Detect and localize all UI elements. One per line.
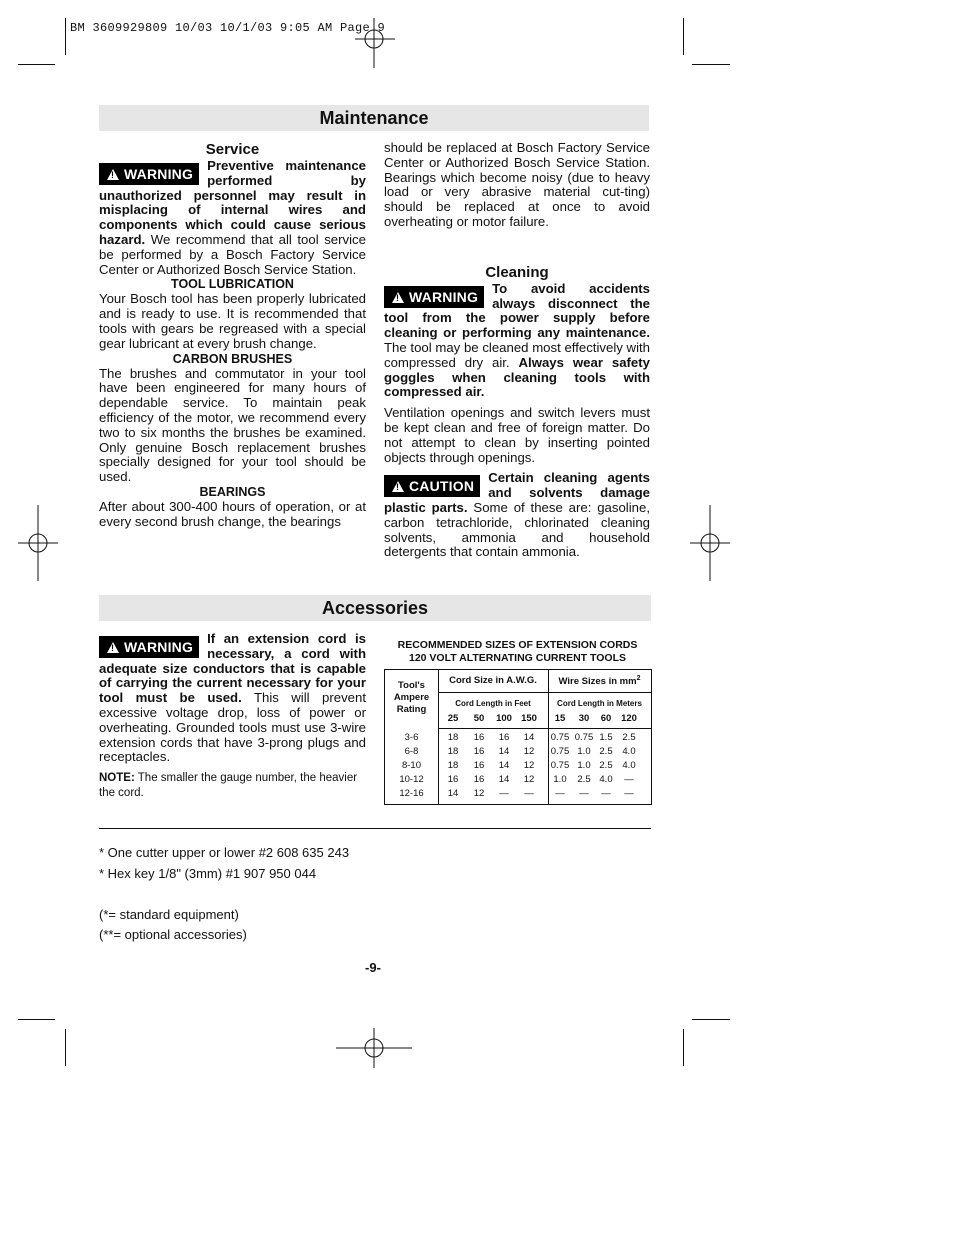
awg-cell: 14 (447, 788, 459, 799)
ampere-rating-cell: 12-16 (399, 788, 424, 799)
registration-mark-bottom (336, 1028, 412, 1068)
ampere-rating-cell: 10-12 (399, 774, 424, 785)
mm-header: Wire Sizes in $mm^2$ (558, 675, 641, 688)
mm-cell: 0.75 (574, 732, 594, 743)
service-heading: Service (205, 141, 260, 158)
section-divider (99, 828, 651, 829)
bearings-heading: BEARINGS (199, 484, 266, 499)
extension-cord-warning: !WARNING If an extension cord is necessary, a cord with adequate size conductors that is capable of carrying the current necessary for your tool must be used. This will prevent excessive voltage drop, loss of power or overheating. Grounded tools must use 3-wire extension cords that have 3-prong plugs and receptacles. (99, 632, 366, 765)
registration-mark-top (355, 18, 395, 68)
mm-cell: — (624, 788, 634, 799)
mm-cell: 2.5 (577, 774, 591, 785)
meters-length-120: 120 (621, 713, 637, 724)
mm-cell: 4.0 (622, 746, 636, 757)
ampere-rating-cell: 8-10 (401, 760, 421, 771)
mm-cell: 0.75 (550, 746, 570, 757)
gauge-note: NOTE: The smaller the gauge number, the heavier the cord. (99, 772, 358, 800)
crop-mark (18, 64, 55, 65)
cleaning-caution: !CAUTION Certain cleaning agents and solvents damage plastic parts. Some of these are: gasoline, carbon tetrachloride, chlorinated cleaning solvents, ammonia and household detergents that contain ammonia. (384, 471, 650, 560)
carbon-brushes-text: The brushes and commutator in your tool have been engineered for many hours of dependable service. To maintain peak efficiency of the motor, we recommend every two to six months the brushes be examined. Only genuine Bosch replacement brushes specially designed for your tool should be used. (99, 365, 366, 485)
accessory-item: * One cutter upper or lower #2 608 635 243 (99, 845, 350, 860)
awg-cell: 16 (447, 774, 459, 785)
mm-cell: 0.75 (550, 760, 570, 771)
maintenance-right-column (384, 141, 650, 560)
table-divider (438, 692, 651, 693)
feet-header: Cord Length in Feet (455, 699, 531, 708)
warning-triangle-icon (107, 169, 119, 180)
warning-badge: !WARNING (99, 163, 199, 185)
awg-cell: 18 (447, 732, 459, 743)
crop-mark (683, 1029, 684, 1066)
ampere-rating-cell: 3-6 (404, 732, 419, 743)
awg-cell: 14 (498, 746, 510, 757)
crop-mark (692, 1019, 730, 1020)
awg-cell: 12 (523, 774, 535, 785)
print-header: BM 3609929809 10/03 10/1/03 9:05 AM Page 9 (70, 21, 386, 35)
mm-cell: 1.0 (553, 774, 567, 785)
ampere-rating-cell: 6-8 (404, 746, 419, 757)
caution-triangle-icon (392, 481, 404, 492)
meters-length-30: 30 (578, 713, 590, 724)
awg-cell: 18 (447, 760, 459, 771)
table-divider (438, 728, 651, 729)
feet-length-25: 25 (447, 713, 459, 724)
awg-header: Cord Size in A.W.G. (449, 675, 537, 686)
warning-badge: !WARNING (99, 636, 199, 658)
legend-standard: (*= standard equipment) (99, 907, 239, 922)
service-warning: !WARNING Preventive maintenance performed by unauthorized personnel may result in misplacing of internal wires and components which could cause serious hazard. We recommend that all tool service be performed by a Bosch Factory Service Center or Authorized Bosch Service Station. (99, 159, 366, 277)
page-number: -9- (365, 960, 381, 975)
mm-cell: — (555, 788, 565, 799)
mm-cell: 2.5 (622, 732, 636, 743)
awg-cell: 16 (473, 760, 485, 771)
meters-length-15: 15 (554, 713, 566, 724)
registration-mark-right (690, 505, 730, 581)
crop-mark (65, 18, 66, 55)
registration-mark-left (18, 505, 58, 581)
awg-cell: 12 (473, 788, 485, 799)
tool-lubrication-text: Your Bosch tool has been properly lubricated and is ready to use. It is recommended that tools with gears be regreased with a special gear lubricant at every brush change. (99, 291, 366, 351)
crop-mark (65, 1029, 66, 1066)
maintenance-left-column (99, 141, 366, 530)
mm-cell: 1.5 (599, 732, 613, 743)
mm-cell: — (624, 774, 634, 785)
feet-length-150: 150 (521, 713, 537, 724)
carbon-brushes-heading: CARBON BRUSHES (172, 351, 293, 366)
awg-cell: 16 (498, 732, 510, 743)
ampere-rating-header: Tool's Ampere Rating (393, 680, 430, 715)
crop-mark (692, 64, 730, 65)
feet-length-100: 100 (496, 713, 512, 724)
awg-cell: 16 (473, 774, 485, 785)
cleaning-ventilation-text: Ventilation openings and switch levers must be kept clean and free of foreign matter. Do not attempt to clean by inserting pointed objects through openings. (384, 405, 650, 465)
bearings-text-continued: should be replaced at Bosch Factory Service Center or Authorized Bosch Service Station. Bearings which become noisy (due to heavy load or very abrasive material cut-ting) should be replaced at once to avoid overheating or motor failure. (384, 140, 650, 229)
awg-cell: 14 (498, 760, 510, 771)
crop-mark (18, 1019, 55, 1020)
warning-triangle-icon (392, 292, 404, 303)
awg-cell: 12 (523, 746, 535, 757)
awg-cell: — (524, 788, 534, 799)
maintenance-title: Maintenance (99, 105, 649, 131)
mm-cell: 1.0 (577, 760, 591, 771)
accessories-left-column (99, 632, 366, 801)
mm-cell: 0.75 (550, 732, 570, 743)
awg-cell: 12 (523, 760, 535, 771)
mm-cell: 2.5 (599, 746, 613, 757)
mm-cell: 2.5 (599, 760, 613, 771)
awg-cell: — (499, 788, 509, 799)
awg-cell: 16 (473, 732, 485, 743)
mm-cell: 1.0 (577, 746, 591, 757)
feet-length-50: 50 (473, 713, 485, 724)
mm-cell: — (579, 788, 589, 799)
table-divider (438, 670, 439, 804)
accessory-item: * Hex key 1/8" (3mm) #1 907 950 044 (99, 866, 317, 881)
extension-cord-table (384, 669, 652, 805)
mm-cell: — (601, 788, 611, 799)
meters-header: Cord Length in Meters (557, 699, 642, 708)
mm-cell: 4.0 (622, 760, 636, 771)
awg-cell: 14 (498, 774, 510, 785)
awg-cell: 16 (473, 746, 485, 757)
extension-cord-table-title: RECOMMENDED SIZES OF EXTENSION CORDS 120 VOLT ALTERNATING CURRENT TOOLS (397, 639, 638, 664)
crop-mark (683, 18, 684, 55)
mm-cell: 4.0 (599, 774, 613, 785)
bearings-text: After about 300-400 hours of operation, or at every second brush change, the bearings (99, 498, 366, 529)
caution-badge: !CAUTION (384, 475, 480, 497)
warning-triangle-icon (107, 642, 119, 653)
cleaning-heading: Cleaning (485, 263, 549, 281)
accessories-title: Accessories (99, 595, 651, 621)
cleaning-warning: !WARNING To avoid accidents always disconnect the tool from the power supply before cleaning or performing any maintenance. The tool may be cleaned most effectively with compressed dry air. Always wear safety goggles when cleaning tools with compressed air. (384, 282, 650, 400)
tool-lubrication-heading: TOOL LUBRICATION (171, 277, 294, 292)
warning-badge: !WARNING (384, 286, 484, 308)
awg-cell: 18 (447, 746, 459, 757)
meters-length-60: 60 (600, 713, 612, 724)
awg-cell: 14 (523, 732, 535, 743)
legend-optional: (**= optional accessories) (99, 927, 247, 942)
